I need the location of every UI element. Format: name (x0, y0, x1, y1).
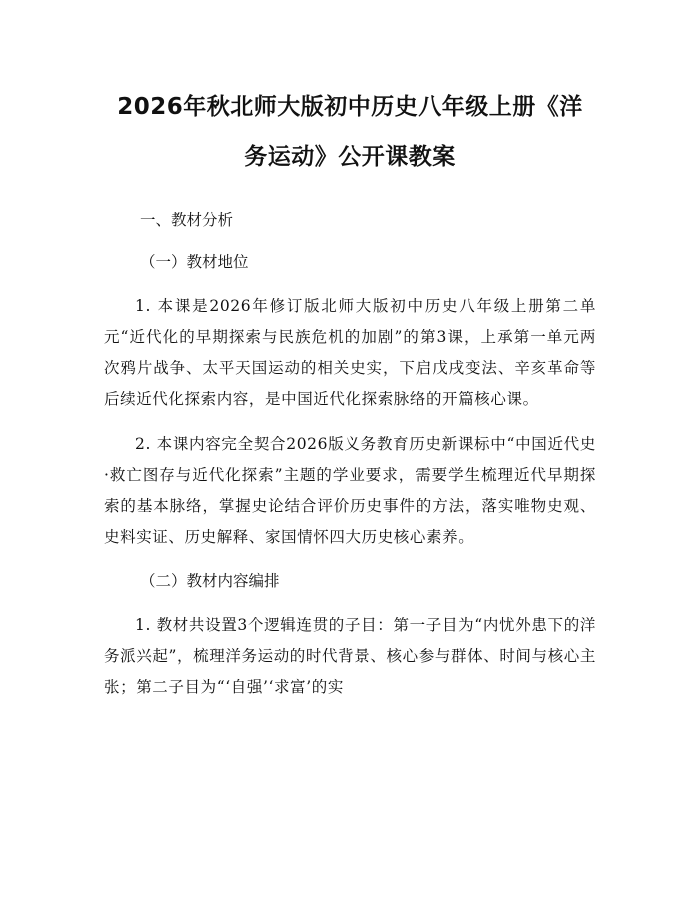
subsection-heading-textbook-position: （一）教材地位 (140, 253, 249, 271)
paragraph-position-1: 1. 本课是2026年修订版北师大版初中历史八年级上册第二单元“近代化的早期探索与民族危机的加剧”的第3课，上承第一单元两次鸦片战争、太平天国运动的相关史实，下启戊戌变法、辛亥革命等后续近代化探索内容，是中国近代化探索脉络的开篇核心课。 (104, 297, 596, 408)
paragraph-position-2: 2. 本课内容完全契合2026版义务教育历史新课标中“中国近代史·救亡图存与近代化探索”主题的学业要求，需要学生梳理近代早期探索的基本脉络，掌握史论结合评价历史事件的方法，落实唯物史观、史料实证、历史解释、家国情怀四大历史核心素养。 (104, 435, 596, 546)
document-title (104, 82, 596, 182)
section-heading-textbook-analysis: 一、教材分析 (140, 211, 234, 229)
subsection-heading-content-arrangement: （二）教材内容编排 (140, 572, 280, 590)
paragraph-arrangement-1: 1. 教材共设置3个逻辑连贯的子目：第一子目为“内忧外患下的洋务派兴起”，梳理洋务运动的时代背景、核心参与群体、时间与核心主张；第二子目为“‘自强’‘求富’的实 (104, 616, 596, 696)
title-line-2: 务运动》公开课教案 (244, 144, 456, 170)
title-line-1: 2026年秋北师大版初中历史八年级上册《洋 (117, 94, 583, 120)
